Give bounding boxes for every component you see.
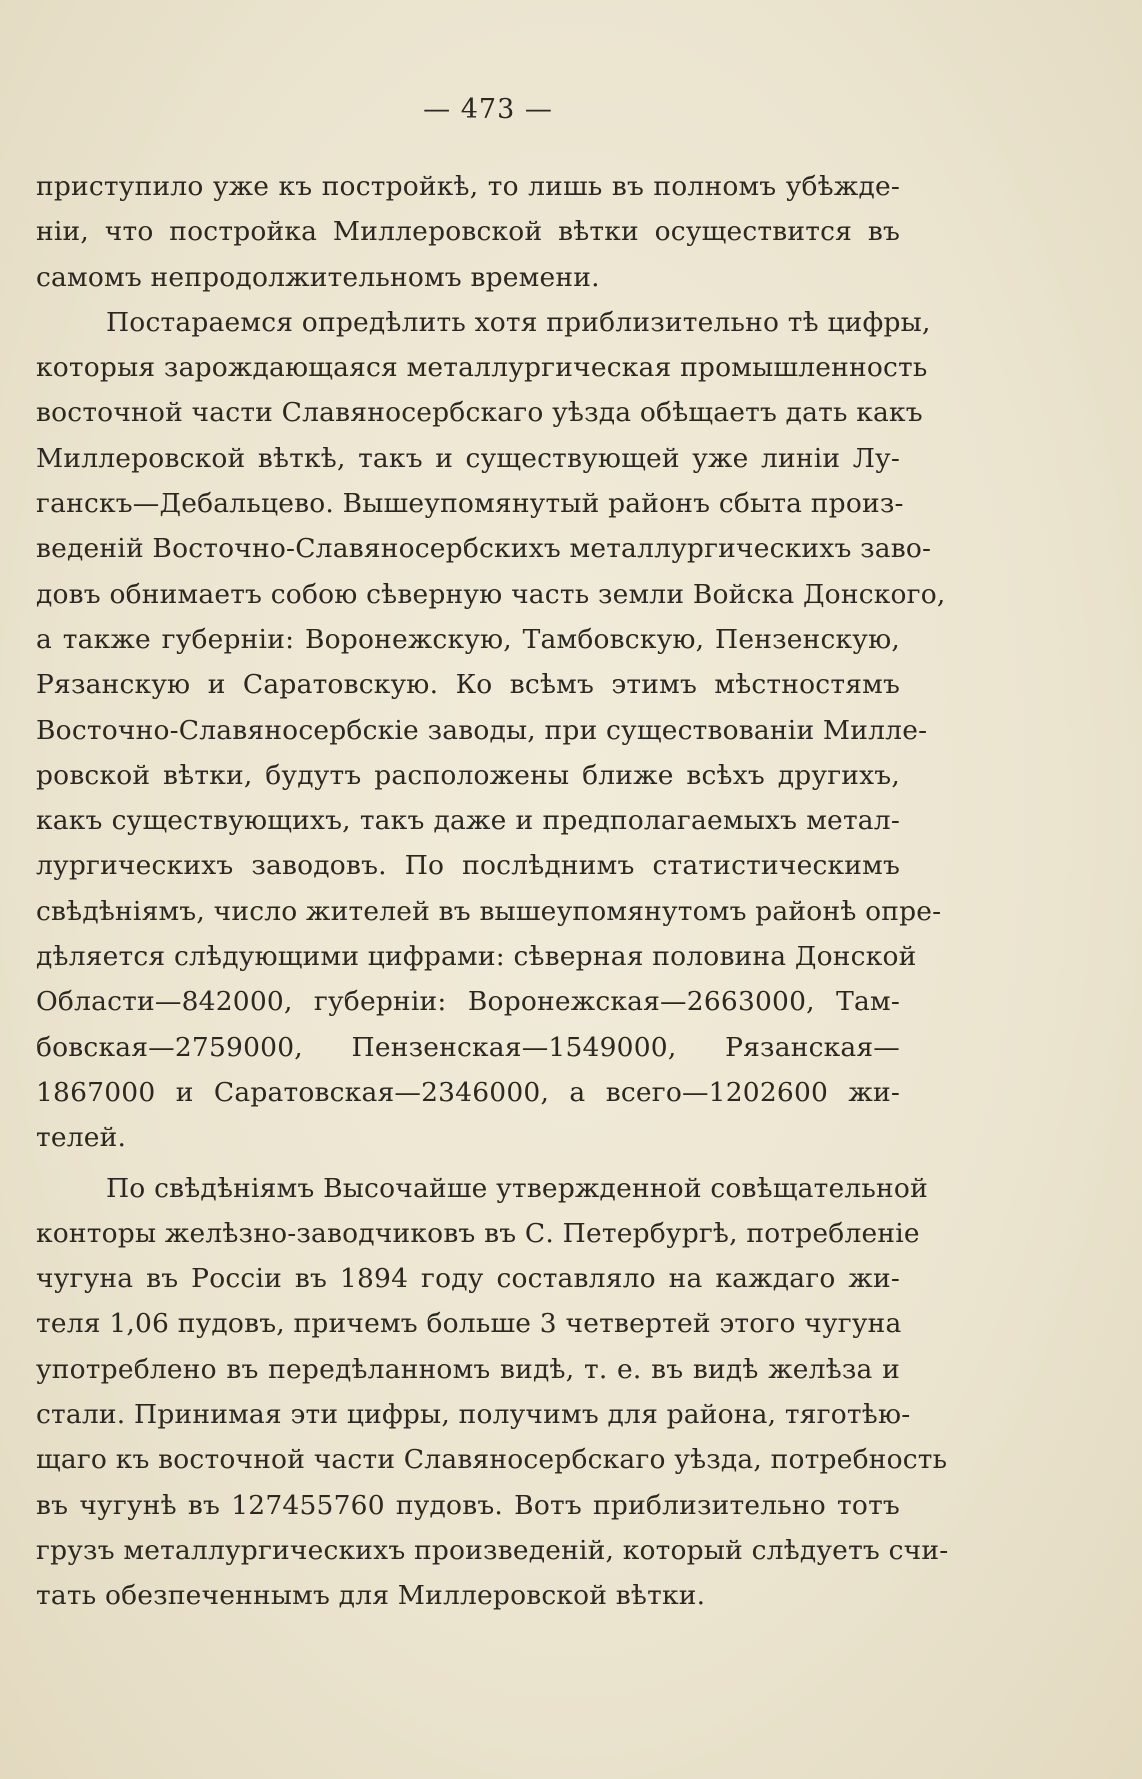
text-line: Постараемся опредѣлить хотя приблизительно тѣ цифры, (106, 306, 931, 338)
text-line: свѣдѣнiямъ, число жителей въ вышеупомянутомъ районѣ опре- (36, 895, 942, 927)
paragraph-2 (36, 300, 946, 1161)
text-line: По свѣдѣнiямъ Высочайше утвержденной совѣщательной (106, 1172, 928, 1204)
text-line: Области—842000, губернiи: Воронежская—2663000, Там- (36, 986, 900, 1018)
paragraph-3 (36, 1166, 949, 1619)
text-line: восточной части Славяносербскаго уѣзда обѣщаетъ дать какъ (36, 397, 923, 429)
text-line: конторы желѣзно-заводчиковъ въ С. Петербургѣ, потребленiе (36, 1217, 920, 1249)
text-line: грузъ металлургическихъ произведенiй, который слѣдуетъ счи- (36, 1534, 949, 1566)
text-line: веденiй Восточно-Славяносербскихъ металлургическихъ заво- (36, 533, 932, 565)
text-line: ровской вѣтки, будутъ расположены ближе всѣхъ другихъ, (36, 759, 900, 791)
text-line: 1867000 и Саратовская—2346000, а всего—1202600 жи- (36, 1076, 900, 1108)
text-line: телей. (36, 1122, 127, 1154)
text-block (36, 88, 949, 1619)
text-line: Рязанскую и Саратовскую. Ко всѣмъ этимъ мѣстностямъ (36, 669, 900, 701)
text-line: щаго къ восточной части Славяносербскаго уѣзда, потребность (36, 1444, 948, 1476)
text-line: какъ существующихъ, такъ даже и предполагаемыхъ метал- (36, 805, 900, 837)
text-line: ганскъ—Дебальцево. Вышеупомянутый районъ сбыта произ- (36, 488, 904, 520)
text-line: Миллеровской вѣткѣ, такъ и существующей уже линiи Лу- (36, 442, 900, 474)
text-line: которыя зарождающаяся металлургическая промышленность (36, 352, 928, 384)
text-line: самомъ непродолжительномъ времени. (36, 261, 600, 293)
paragraph-1 (36, 164, 900, 300)
text-line: тать обезпеченнымъ для Миллеровской вѣтки. (36, 1580, 706, 1612)
page-number: — 473 — (423, 94, 553, 125)
text-line: чугуна въ Россiи въ 1894 году составляло на каждаго жи- (36, 1263, 900, 1295)
text-line: въ чугунѣ въ 127455760 пудовъ. Вотъ приблизительно тотъ (36, 1489, 900, 1521)
text-line: Восточно-Славяносербскiе заводы, при существованiи Милле- (36, 714, 928, 746)
text-line: бовская—2759000, Пензенская—1549000, Рязанская— (36, 1031, 900, 1063)
text-line: а также губернiи: Воронежскую, Тамбовскую, Пензенскую, (36, 623, 900, 655)
text-line: довъ обнимаетъ собою сѣверную часть земли Войска Донского, (36, 578, 946, 610)
text-line: дѣляется слѣдующими цифрами: сѣверная половина Донской (36, 941, 917, 973)
text-line: нiи, что постройка Миллеровской вѣтки осуществится въ (36, 216, 900, 248)
text-line: употреблено въ передѣланномъ видѣ, т. е. въ видѣ желѣза и (36, 1353, 900, 1385)
text-line: теля 1,06 пудовъ, причемъ больше 3 четвертей этого чугуна (36, 1308, 902, 1340)
text-line: лургическихъ заводовъ. По послѣднимъ статистическимъ (36, 850, 900, 882)
text-line: приступило уже къ постройкѣ, то лишь въ полномъ убѣжде- (36, 171, 900, 202)
text-line: стали. Принимая эти цифры, получимъ для района, тяготѣю- (36, 1399, 911, 1431)
